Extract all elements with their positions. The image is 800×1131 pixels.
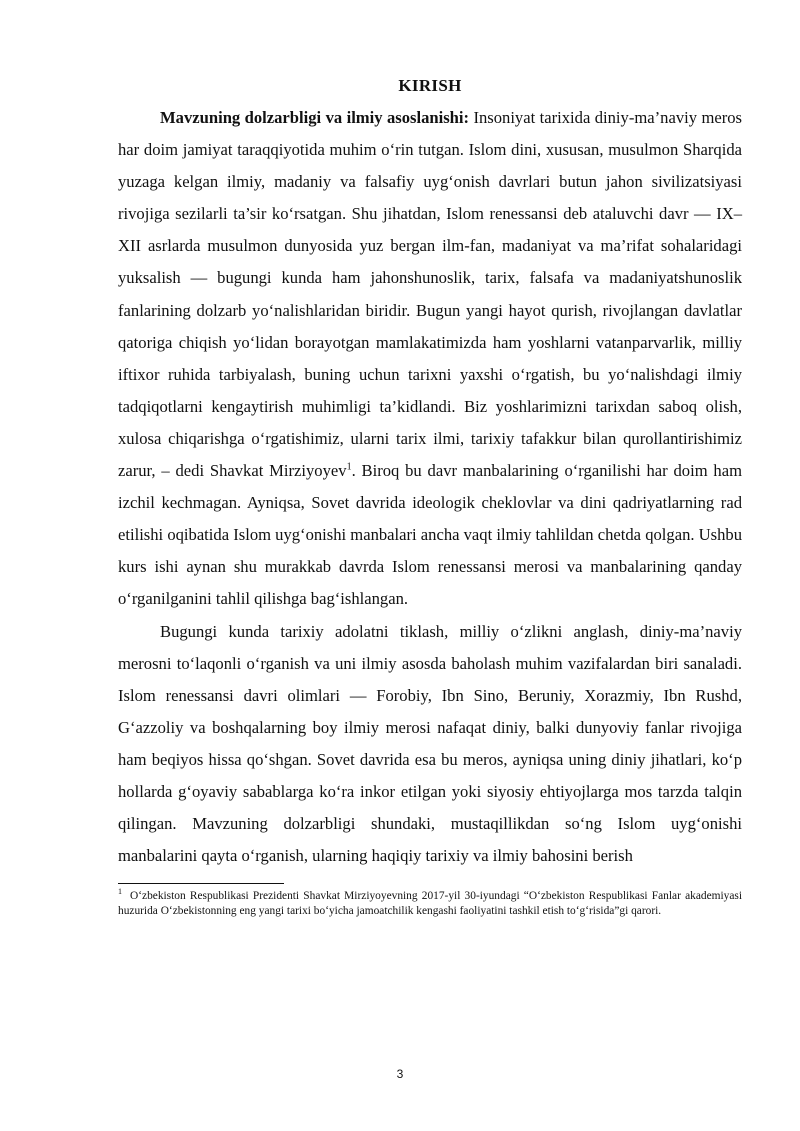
paragraph-today: Bugungi kunda tarixiy adolatni tiklash, milliy o‘zlikni anglash, diniy-ma’naviy merosni to‘laqonli o‘rganish va uni ilmiy asosda baholash muhim vazifalardan biri sanaladi. Islom renessansi davri olimlari — Forobiy, Ibn Sino, Beruniy, Xorazmiy, Ibn Rushd, G‘azzoliy va boshqalarning boy ilmiy merosi nafaqat diniy, balki dunyoviy fanlar rivojiga ham beqiyos hissa qo‘shgan. Sovet davrida esa bu meros, ayniqsa uning diniy jihatlari, ko‘p hollarda g‘oyaviy sabablarga ko‘ra inkor etilgan yoki siyosiy ehtiyojlarga mos tarzda talqin qilingan. Mavzuning dolzarbligi shundaki, mustaqillikdan so‘ng Islom uyg‘onishi manbalarini qayta o‘rganish, ularning haqiqiy tarixiy va ilmiy bahosini berish [118,621,742,866]
document-page [118,74,742,918]
footnote-reference[interactable]: 1 [346,461,352,473]
footnote-text: O‘zbekiston Respublikasi Prezidenti Shavkat Mirziyoyevning 2017-yil 30-iyundagi “O‘zbekiston Respublikasi Fanlar akademiyasi huzurida O‘zbekistonning eng yangi tarixi bo‘yicha jamoatchilik kengashi faoliyatini tashkil etish to‘g‘risida”gi qarori. [118,890,742,917]
footnote [118,889,742,918]
page-number: 3 [396,1067,404,1081]
section-title: KIRISH [398,76,462,95]
paragraph-text-part-b: . Biroq bu davr manbalarining o‘rganilishi har doim ham izchil kechmagan. Ayniqsa, Sovet davrida ideologik cheklovlar va dini qadriyatlarning rad etilishi oqibatida Islom uyg‘onishi manbalari ancha vaqt ilmiy tahlildan chetda qolgan. Ushbu kurs ishi aynan shu murakkab davrda Islom renessansi merosi va manbalarining qanday o‘rganilganini tahlil qilishga bag‘ishlangan. [118,461,742,609]
paragraph-lead-heading: Mavzuning dolzarbligi va ilmiy asoslanishi: [160,108,470,127]
footnote-divider [118,883,284,884]
paragraph-text-part-a: Insoniyat tarixida diniy-ma’naviy meros har doim jamiyat taraqqiyotida muhim o‘rin tutgan. Islom dini, xususan, musulmon Sharqida yuzaga kelgan ilmiy, madaniy va falsafiy uyg‘onish davrlari butun jahon sivilizatsiyasi rivojiga sezilarli ta’sir ko‘rsatgan. Shu jihatdan, Islom renessansi deb ataluvchi davr — IX–XII asrlarda musulmon dunyosida yuz bergan ilm-fan, madaniyat va ma’rifat sohalaridagi yuksalish — bugungi kunda ham jahonshunoslik, tarix, falsafa va madaniyatshunoslik fanlarining dolzarb yo‘nalishlaridan biridir. Bugun yangi hayot qurish, rivojlangan davlatlar qatoriga chiqish yo‘lidan borayotgan mamlakatimizda ham yoshlarni vatanparvarlik, milliy iftixor ruhida tarbiyalash, buning uchun tarixni yaxshi o‘rgatish, bu yo‘nalishdagi ilmiy tadqiqotlarni kengaytirish muhimligi ta’kidlandi. Biz yoshlarimizni tarixdan saboq olish, xulosa chiqarishga o‘rgatishimiz, ularni tarix ilmi, tarixiy tafakkur bilan qurollantirishimiz zarur, – dedi Shavkat Mirziyoyev [118,108,742,481]
paragraph-relevance [118,102,742,616]
footnote-marker: 1 [118,887,122,897]
